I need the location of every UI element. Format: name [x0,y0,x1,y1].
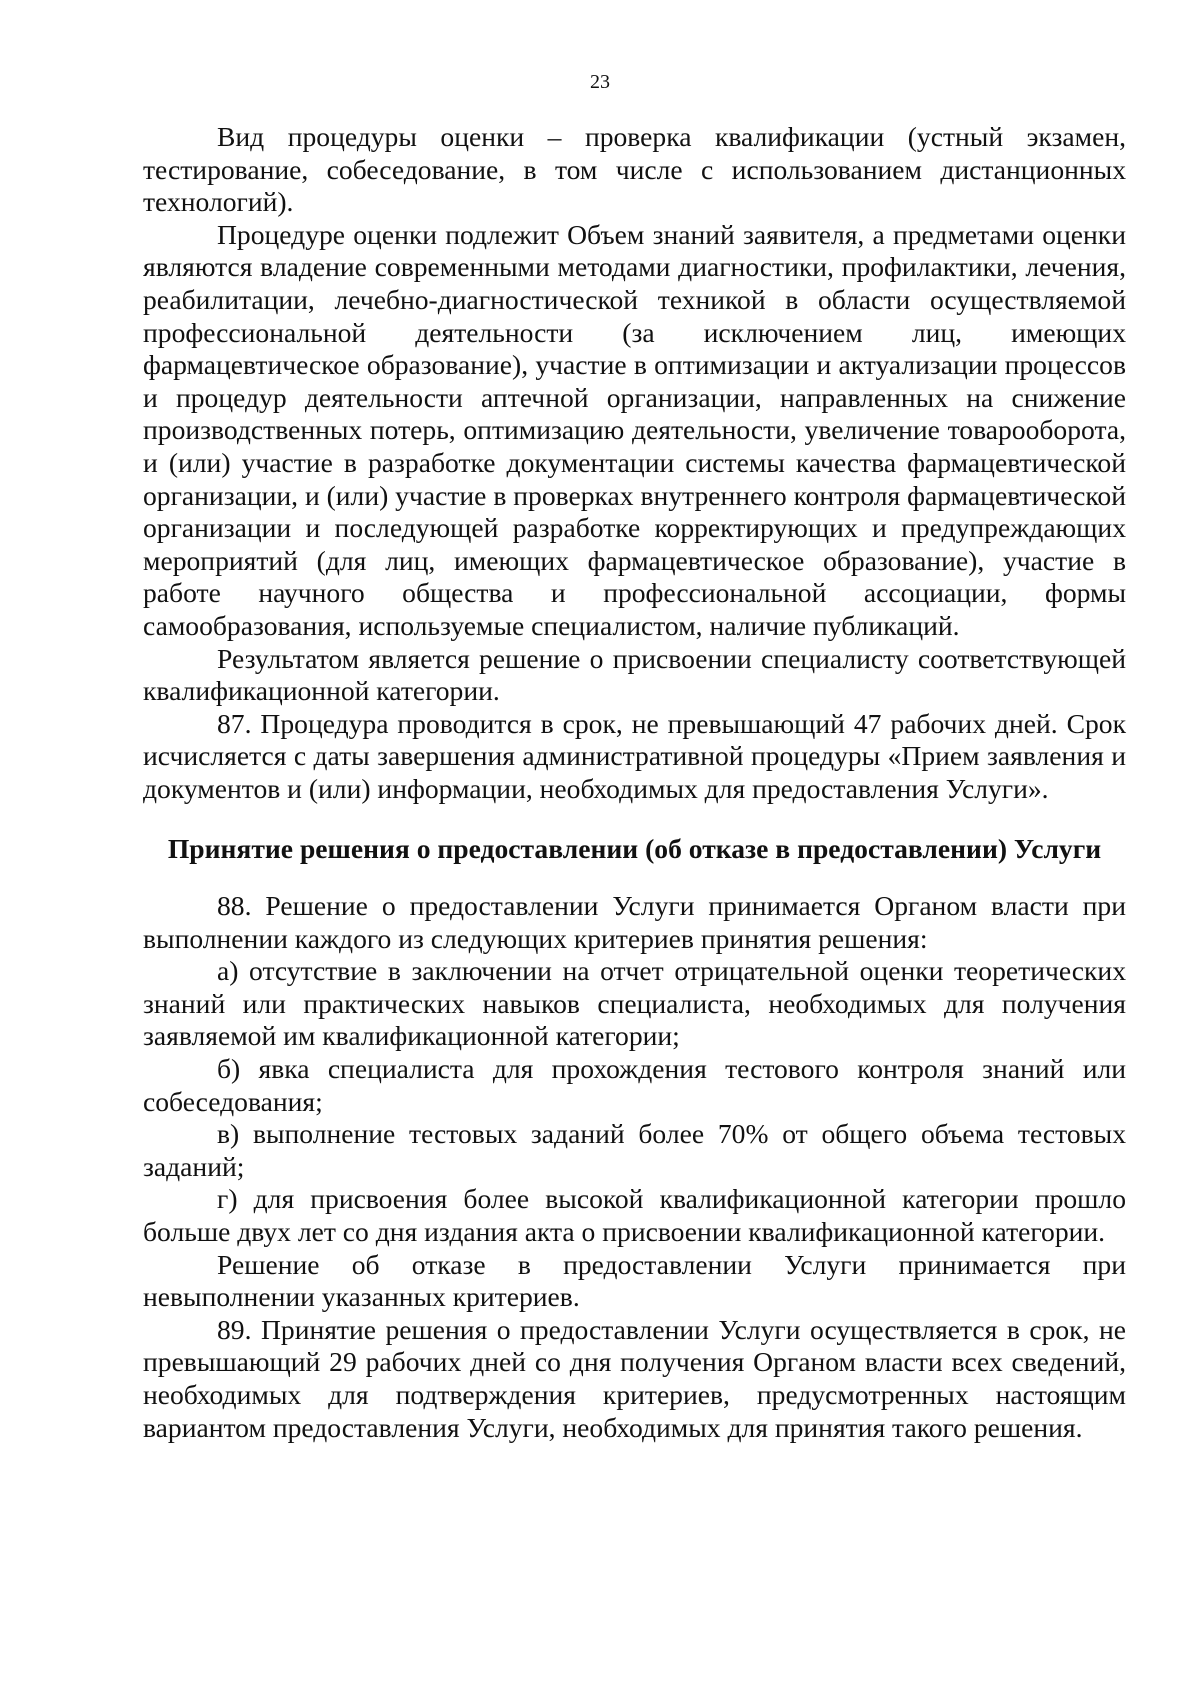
paragraph-87: 87. Процедура проводится в срок, не превышающий 47 рабочих дней. Срок исчисляется с даты завершения административной процедуры «Прием заявления и документов и (или) информации, необходимых для предоставления Услуги». [143,707,1126,804]
paragraph-refusal: Решение об отказе в предоставлении Услуги принимается при невыполнении указанных критериев. [143,1248,1126,1313]
paragraph-assessment-result: Результатом является решение о присвоении специалисту соответствующей квалификационной категории. [143,642,1126,707]
criterion-b: б) явка специалиста для прохождения тестового контроля знаний или собеседования; [143,1053,1126,1117]
criterion-v: в) выполнение тестовых заданий более 70% от общего объема тестовых заданий; [143,1118,1126,1182]
paragraph-89: 89. Принятие решения о предоставлении Услуги осуществляется в срок, не превышающий 29 рабочих дней со дня получения Органом власти всех сведений, необходимых для подтверждения критериев, предусмотренных настоящим вариантом предоставления Услуги, необходимых для принятия такого решения. [143,1313,1126,1443]
criterion-g: г) для присвоения более высокой квалификационной категории прошло больше двух лет со дня издания акта о присвоении квалификационной категории. [143,1183,1126,1247]
paragraph-assessment-type: Вид процедуры оценки – проверка квалификации (устный экзамен, тестирование, собеседование, в том числе с использованием дистанционных технологий). [143,121,1126,218]
criterion-a: а) отсутствие в заключении на отчет отрицательной оценки теоретических знаний или практических навыков специалиста, необходимых для получения заявляемой им квалификационной категории; [143,955,1126,1052]
paragraph-assessment-subject: Процедуре оценки подлежит Объем знаний заявителя, а предметами оценки являются владение современными методами диагностики, профилактики, лечения, реабилитации, лечебно-диагностической техникой в области осуществляемой профессиональной деятельности (за исключением лиц, имеющих фармацевтическое образование), участие в оптимизации и актуализации процессов и процедур деятельности аптечной организации, направленных на снижение производственных потерь, оптимизацию деятельности, увеличение товарооборота, и (или) участие в разработке документации системы качества фармацевтической организации, и (или) участие в проверках внутреннего контроля фармацевтической организации и последующей разработке корректирующих и предупреждающих мероприятий (для лиц, имеющих фармацевтическое образование), участие в работе научного общества и профессиональной ассоциации, формы самообразования, используемые специалистом, наличие публикаций. [143,218,1126,641]
page-number: 23 [590,71,610,93]
section-heading: Принятие решения о предоставлении (об отказе в предоставлении) Услуги [167,833,1102,865]
paragraph-88: 88. Решение о предоставлении Услуги принимается Органом власти при выполнении каждого из следующих критериев принятия решения: [143,890,1126,954]
document-body [143,121,1126,1444]
